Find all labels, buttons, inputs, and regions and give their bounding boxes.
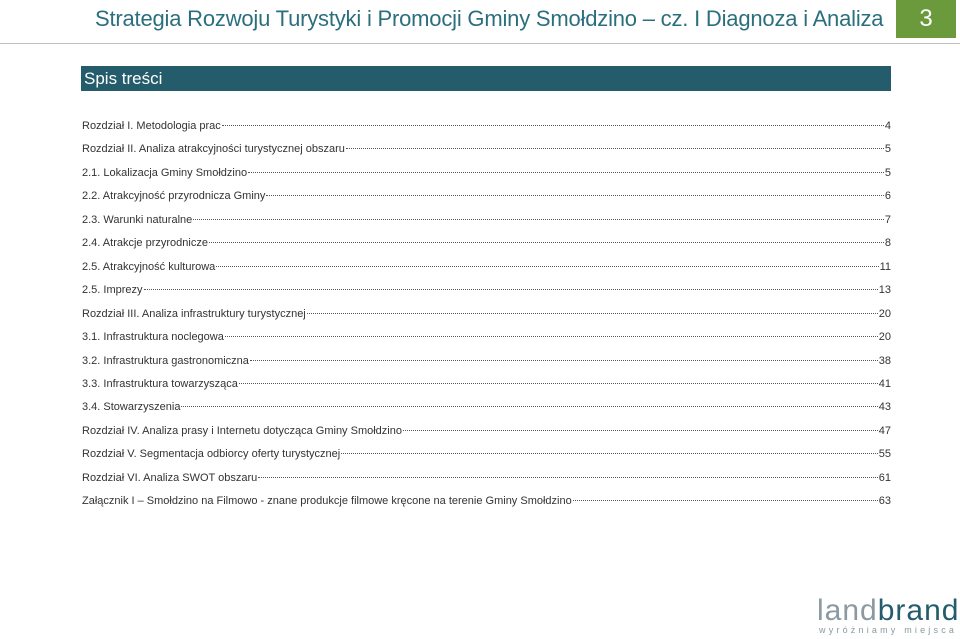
toc-entry[interactable] bbox=[82, 284, 891, 300]
logo-word-land: land bbox=[817, 594, 878, 627]
toc-entry-title: 2.4. Atrakcje przyrodnicze bbox=[82, 237, 208, 249]
toc-entry-title: 3.2. Infrastruktura gastronomiczna bbox=[82, 355, 249, 367]
toc-entry-page: 5 bbox=[884, 167, 891, 179]
toc-entry-page: 11 bbox=[879, 261, 891, 273]
toc-entry[interactable] bbox=[82, 472, 891, 488]
toc-entry[interactable] bbox=[82, 448, 891, 464]
logo-word-brand: brand bbox=[877, 594, 960, 627]
toc-dot-leader bbox=[216, 266, 878, 267]
page-number-badge: 3 bbox=[896, 0, 956, 38]
landbrand-logo bbox=[817, 594, 959, 638]
toc-entry-page: 41 bbox=[878, 378, 891, 390]
toc-entry-page: 55 bbox=[878, 448, 891, 460]
toc-dot-leader bbox=[209, 242, 884, 243]
toc-dot-leader bbox=[250, 360, 878, 361]
document-title: Strategia Rozwoju Turystyki i Promocji Gminy Smołdzino – cz. I Diagnoza i Analiza bbox=[95, 6, 884, 31]
toc-entry[interactable] bbox=[82, 425, 891, 441]
toc-dot-leader bbox=[403, 430, 878, 431]
toc-entry-page: 13 bbox=[878, 284, 891, 296]
toc-entry-page: 63 bbox=[878, 495, 891, 507]
toc-entry[interactable] bbox=[82, 401, 891, 417]
toc-entry[interactable] bbox=[82, 355, 891, 371]
toc-entry-title: 2.2. Atrakcyjność przyrodnicza Gminy bbox=[82, 190, 266, 202]
toc-entry-title: 3.3. Infrastruktura towarzysząca bbox=[82, 378, 238, 390]
toc-entry-title: 2.3. Warunki naturalne bbox=[82, 214, 193, 226]
toc-dot-leader bbox=[181, 406, 877, 407]
toc-entry-page: 7 bbox=[884, 214, 891, 226]
toc-entry-title: 2.5. Imprezy bbox=[82, 284, 143, 296]
toc-entry[interactable] bbox=[82, 120, 891, 136]
toc-entry[interactable] bbox=[82, 331, 891, 347]
toc-entry[interactable] bbox=[82, 143, 891, 159]
toc-dot-leader bbox=[248, 172, 884, 173]
toc-entry-title: 3.1. Infrastruktura noclegowa bbox=[82, 331, 224, 343]
toc-entry-page: 43 bbox=[878, 401, 891, 413]
toc-entry-title: Rozdział II. Analiza atrakcyjności turystycznej obszaru bbox=[82, 143, 345, 155]
toc-dot-leader bbox=[573, 500, 878, 501]
toc-entry-title: 2.1. Lokalizacja Gminy Smołdzino bbox=[82, 167, 248, 179]
toc-dot-leader bbox=[346, 148, 884, 149]
toc-dot-leader bbox=[193, 219, 884, 220]
toc-dot-leader bbox=[239, 383, 878, 384]
toc-entry-page: 6 bbox=[884, 190, 891, 202]
toc-heading: Spis treści bbox=[84, 69, 163, 88]
toc-entry[interactable] bbox=[82, 190, 891, 206]
toc-entry-page: 5 bbox=[884, 143, 891, 155]
toc-dot-leader bbox=[258, 477, 877, 478]
toc-entry-page: 20 bbox=[878, 331, 891, 343]
toc-entry-page: 47 bbox=[878, 425, 891, 437]
toc-entry-title: Rozdział VI. Analiza SWOT obszaru bbox=[82, 472, 258, 484]
toc-entry-title: Rozdział I. Metodologia prac bbox=[82, 120, 221, 132]
toc-dot-leader bbox=[144, 289, 878, 290]
toc-entry[interactable] bbox=[82, 237, 891, 253]
toc-entry-title: Załącznik I – Smołdzino na Filmowo - znane produkcje filmowe kręcone na terenie Gminy Smołdzino bbox=[82, 495, 572, 507]
toc-entry[interactable] bbox=[82, 214, 891, 230]
toc-entry-title: 3.4. Stowarzyszenia bbox=[82, 401, 181, 413]
toc-dot-leader bbox=[307, 313, 878, 314]
toc-entry-page: 61 bbox=[878, 472, 891, 484]
toc-dot-leader bbox=[222, 125, 884, 126]
toc-entry-page: 4 bbox=[884, 120, 891, 132]
toc-dot-leader bbox=[225, 336, 878, 337]
toc-entry-page: 38 bbox=[878, 355, 891, 367]
toc-entry-page: 8 bbox=[884, 237, 891, 249]
toc-entry-page: 20 bbox=[878, 308, 891, 320]
toc-entry[interactable] bbox=[82, 308, 891, 324]
logo-tagline: wyróżniamy miejsca bbox=[819, 625, 958, 635]
toc-entry-title: Rozdział IV. Analiza prasy i Internetu dotycząca Gminy Smołdzino bbox=[82, 425, 402, 437]
toc-dot-leader bbox=[341, 453, 878, 454]
toc-entry-title: Rozdział V. Segmentacja odbiorcy oferty turystycznej bbox=[82, 448, 341, 460]
toc-entry-title: Rozdział III. Analiza infrastruktury turystycznej bbox=[82, 308, 306, 320]
toc-entry[interactable] bbox=[82, 378, 891, 394]
toc-entry[interactable] bbox=[82, 261, 891, 277]
toc-entry[interactable] bbox=[82, 495, 891, 511]
toc-entry[interactable] bbox=[82, 167, 891, 183]
toc-dot-leader bbox=[266, 195, 883, 196]
toc-entry-title: 2.5. Atrakcyjność kulturowa bbox=[82, 261, 216, 273]
